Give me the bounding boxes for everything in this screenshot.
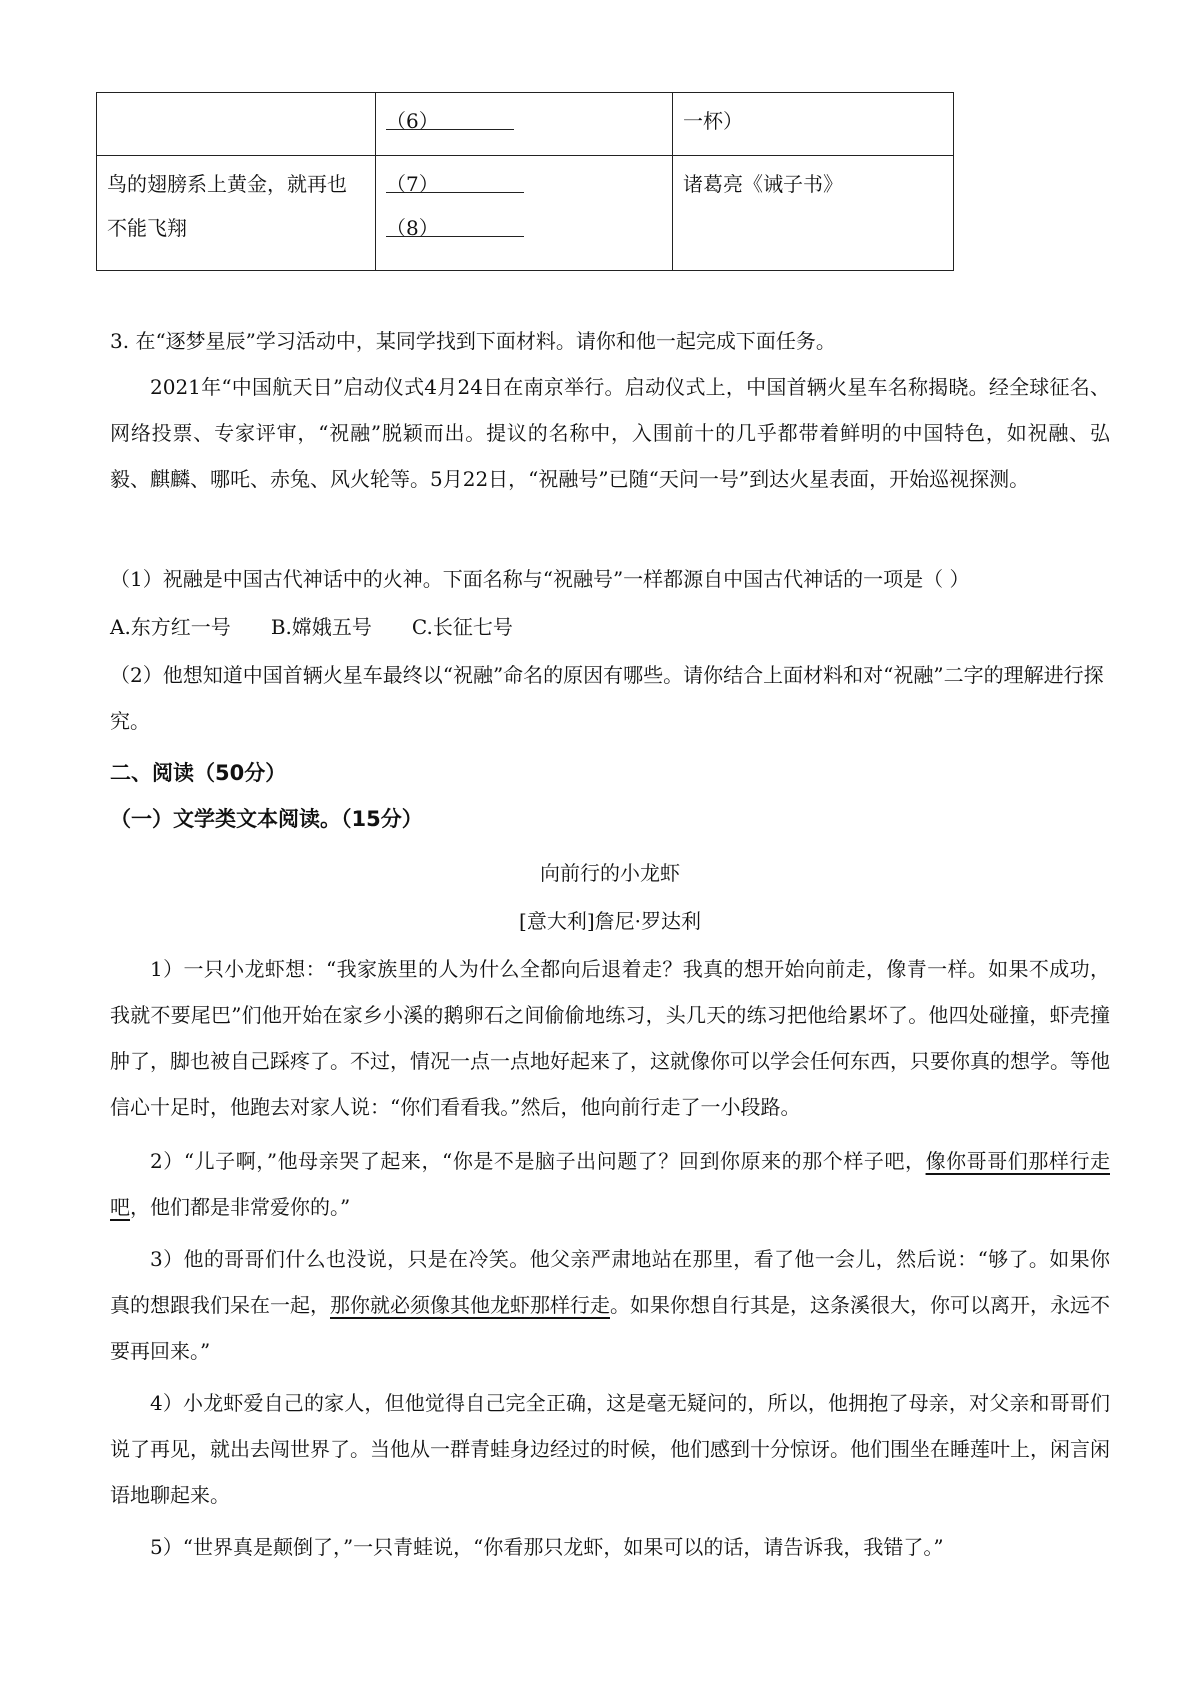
- answer-blank-6: （6）: [386, 99, 514, 130]
- table-cell: 诸葛亮《诫子书》: [673, 156, 954, 271]
- table-cell: [376, 156, 673, 271]
- quote-table: [96, 92, 954, 271]
- answer-blank-8: （8）: [386, 206, 524, 237]
- table-row: [97, 156, 954, 271]
- section-heading: 二、阅读（50分）: [110, 761, 287, 785]
- question-3-intro: 3. 在“逐梦星辰”学习活动中，某同学找到下面材料。请你和他一起完成下面任务。: [110, 329, 836, 353]
- paragraph-3: 3）他的哥哥们什么也没说，只是在冷笑。他父亲严肃地站在那里，看了他一会儿，然后说：“够了。如果你真的想跟我们呆在一起，那你就必须像其他龙虾那样行走。如果你想自行其是，这条溪很大，你可以离开，永远不要再回来。”: [110, 1247, 1110, 1363]
- question-3-options: [110, 604, 1110, 650]
- option-c: C.长征七号: [411, 615, 513, 639]
- paragraph-2: 2）“儿子啊，”他母亲哭了起来，“你是不是脑子出问题了？回到你原来的那个样子吧，像你哥哥们那样行走吧，他们都是非常爱你的。”: [110, 1149, 1110, 1219]
- question-3-sub2: （2）他想知道中国首辆火星车最终以“祝融”命名的原因有哪些。请你结合上面材料和对“祝融”二字的理解进行探究。: [110, 663, 1104, 733]
- question-3-sub1: （1）祝融是中国古代神话中的火神。下面名称与“祝融号”一样都源自中国古代神话的一项是（ ）: [110, 567, 970, 591]
- underlined-sentence-2: 那你就必须像其他龙虾那样行走: [330, 1293, 610, 1317]
- subsection-heading: （一）文学类文本阅读。（15分）: [110, 807, 423, 831]
- answer-blank-7: （7）: [386, 162, 524, 193]
- paragraph-1: 1）一只小龙虾想：“我家族里的人为什么全都向后退着走？我真的想开始向前走，像青一样。如果不成功，我就不要尾巴”们他开始在家乡小溪的鹅卵石之间偷偷地练习，头几天的练习把他给累坏了。他四处碰撞，虾壳撞肿了，脚也被自己踩疼了。不过，情况一点一点地好起来了，这就像你可以学会任何东西，只要你真的想学。等他信心十足时，他跑去对家人说：“你们看看我。”然后，他向前行走了一小段路。: [110, 957, 1110, 1119]
- paragraph-5: 5）“世界真是颠倒了，”一只青蛙说，“你看那只龙虾，如果可以的话，请告诉我，我错了。”: [150, 1535, 944, 1559]
- table-cell: 鸟的翅膀系上黄金，就再也不能飞翔: [97, 156, 376, 271]
- table-row: [97, 93, 954, 156]
- option-a: A.东方红一号: [110, 615, 231, 639]
- table-cell: [376, 93, 673, 156]
- underlined-sentence-1: 像你哥哥们那样行走吧: [110, 1149, 1110, 1219]
- paragraph-4: 4）小龙虾爱自己的家人，但他觉得自己完全正确，这是毫无疑问的，所以，他拥抱了母亲，对父亲和哥哥们说了再见，就出去闯世界了。当他从一群青蛙身边经过的时候，他们感到十分惊讶。他们围坐在睡莲叶上，闲言闲语地聊起来。: [110, 1391, 1110, 1507]
- table-cell: [97, 93, 376, 156]
- option-b: B.嫦娥五号: [270, 615, 372, 639]
- story-title: 向前行的小龙虾: [540, 861, 680, 885]
- table-cell: 一杯）: [673, 93, 954, 156]
- question-3-material: 2021年“中国航天日”启动仪式4月24日在南京举行。启动仪式上，中国首辆火星车名称揭晓。经全球征名、网络投票、专家评审，“祝融”脱颖而出。提议的名称中，入围前十的几乎都带着鲜明的中国特色，如祝融、弘毅、麒麟、哪吒、赤兔、风火轮等。5月22日，“祝融号”已随“天问一号”到达火星表面，开始巡视探测。: [110, 375, 1110, 491]
- story-author: [意大利]詹尼·罗达利: [519, 909, 701, 933]
